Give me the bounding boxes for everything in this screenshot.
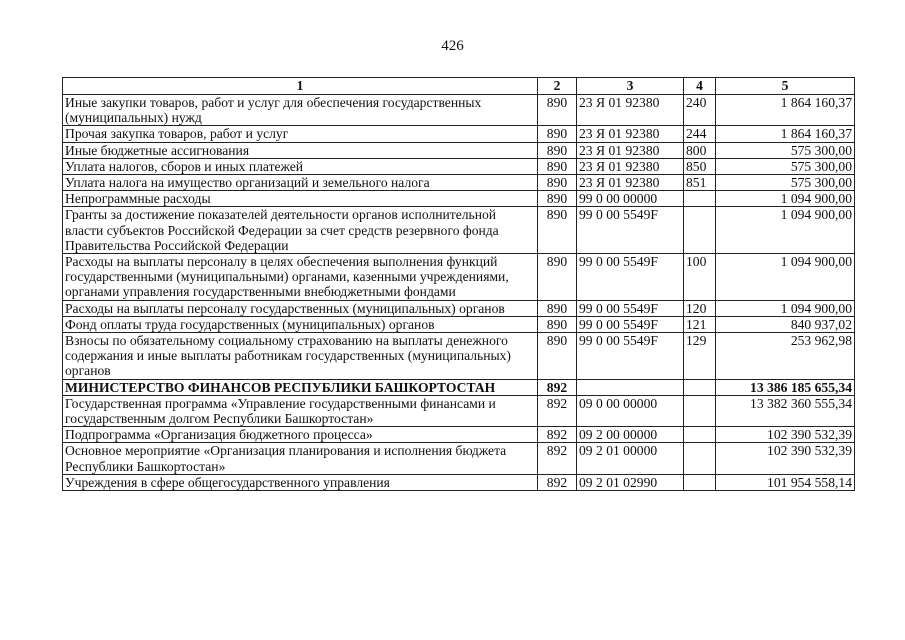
cell-vr-code: 851 — [684, 175, 716, 191]
cell-name: Взносы по обязательному социальному страхованию на выплаты денежного содержания и иные выплаты работникам государственных (муниципальных) органов — [63, 333, 538, 380]
cell-amount: 575 300,00 — [716, 142, 855, 158]
table-row — [63, 333, 855, 380]
cell-ved-code: 892 — [538, 379, 577, 395]
cell-ved-code: 890 — [538, 333, 577, 380]
cell-amount: 253 962,98 — [716, 333, 855, 380]
cell-amount: 13 386 185 655,34 — [716, 379, 855, 395]
cell-amount: 1 094 900,00 — [716, 254, 855, 301]
cell-name: Уплата налога на имущество организаций и земельного налога — [63, 175, 538, 191]
cell-csr-code: 99 0 00 5549F — [577, 254, 684, 301]
cell-name: Гранты за достижение показателей деятельности органов исполнительной власти субъектов Российской Федерации за счет средств резервного фонда Правительства Российской Федерации — [63, 207, 538, 254]
cell-name: Непрограммные расходы — [63, 191, 538, 207]
cell-name: Основное мероприятие «Организация планирования и исполнения бюджета Республики Башкортостан» — [63, 443, 538, 474]
table-row — [63, 158, 855, 174]
cell-csr-code: 09 2 00 00000 — [577, 427, 684, 443]
cell-amount: 1 864 160,37 — [716, 126, 855, 142]
cell-ved-code: 890 — [538, 207, 577, 254]
header-row — [63, 78, 855, 95]
cell-amount: 1 094 900,00 — [716, 300, 855, 316]
cell-csr-code: 99 0 00 00000 — [577, 191, 684, 207]
cell-vr-code — [684, 207, 716, 254]
table-row — [63, 95, 855, 126]
table-row — [63, 254, 855, 301]
table-body — [63, 95, 855, 491]
cell-name: Подпрограмма «Организация бюджетного процесса» — [63, 427, 538, 443]
cell-ved-code: 890 — [538, 142, 577, 158]
header-col-2: 2 — [538, 78, 577, 95]
cell-amount: 1 094 900,00 — [716, 191, 855, 207]
cell-amount: 1 094 900,00 — [716, 207, 855, 254]
table-row — [63, 300, 855, 316]
cell-vr-code — [684, 395, 716, 426]
cell-name: Расходы на выплаты персоналу в целях обеспечения выполнения функций государственными (муниципальными) органами, казенными учреждениями, органами управления государственными внебюджетными фондами — [63, 254, 538, 301]
cell-vr-code — [684, 379, 716, 395]
cell-vr-code: 850 — [684, 158, 716, 174]
cell-name: Учреждения в сфере общегосударственного управления — [63, 474, 538, 490]
table-row — [63, 142, 855, 158]
table-row — [63, 126, 855, 142]
budget-table — [62, 77, 855, 491]
cell-vr-code — [684, 427, 716, 443]
cell-vr-code — [684, 474, 716, 490]
table-row — [63, 474, 855, 490]
header-col-3: 3 — [577, 78, 684, 95]
cell-vr-code — [684, 443, 716, 474]
cell-vr-code: 244 — [684, 126, 716, 142]
cell-csr-code: 23 Я 01 92380 — [577, 126, 684, 142]
cell-vr-code: 121 — [684, 316, 716, 332]
table-row — [63, 395, 855, 426]
cell-amount: 102 390 532,39 — [716, 427, 855, 443]
cell-name: Расходы на выплаты персоналу государственных (муниципальных) органов — [63, 300, 538, 316]
cell-name: Прочая закупка товаров, работ и услуг — [63, 126, 538, 142]
cell-ved-code: 890 — [538, 300, 577, 316]
cell-csr-code: 99 0 00 5549F — [577, 207, 684, 254]
cell-ved-code: 892 — [538, 427, 577, 443]
table-row — [63, 191, 855, 207]
cell-csr-code: 23 Я 01 92380 — [577, 158, 684, 174]
header-col-1: 1 — [63, 78, 538, 95]
cell-csr-code: 23 Я 01 92380 — [577, 95, 684, 126]
page-number: 426 — [441, 38, 464, 54]
cell-name: Фонд оплаты труда государственных (муниципальных) органов — [63, 316, 538, 332]
cell-amount: 1 864 160,37 — [716, 95, 855, 126]
cell-amount: 575 300,00 — [716, 158, 855, 174]
cell-vr-code — [684, 191, 716, 207]
cell-ved-code: 890 — [538, 95, 577, 126]
header-col-5: 5 — [716, 78, 855, 95]
cell-csr-code: 99 0 00 5549F — [577, 300, 684, 316]
cell-amount: 102 390 532,39 — [716, 443, 855, 474]
cell-name: Государственная программа «Управление государственными финансами и государственным долгом Республики Башкортостан» — [63, 395, 538, 426]
cell-csr-code: 09 2 01 02990 — [577, 474, 684, 490]
cell-name: Уплата налогов, сборов и иных платежей — [63, 158, 538, 174]
cell-csr-code: 09 2 01 00000 — [577, 443, 684, 474]
cell-ved-code: 892 — [538, 474, 577, 490]
table-row — [63, 379, 855, 395]
table-header — [63, 78, 855, 95]
cell-name: Иные закупки товаров, работ и услуг для обеспечения государственных (муниципальных) нужд — [63, 95, 538, 126]
cell-ved-code: 892 — [538, 395, 577, 426]
cell-ved-code: 890 — [538, 126, 577, 142]
cell-csr-code: 23 Я 01 92380 — [577, 142, 684, 158]
cell-vr-code: 240 — [684, 95, 716, 126]
cell-amount: 13 382 360 555,34 — [716, 395, 855, 426]
cell-ved-code: 890 — [538, 316, 577, 332]
cell-amount: 101 954 558,14 — [716, 474, 855, 490]
cell-vr-code: 120 — [684, 300, 716, 316]
cell-ved-code: 890 — [538, 191, 577, 207]
table-row — [63, 207, 855, 254]
cell-csr-code: 99 0 00 5549F — [577, 316, 684, 332]
cell-ved-code: 890 — [538, 158, 577, 174]
cell-vr-code: 129 — [684, 333, 716, 380]
header-col-4: 4 — [684, 78, 716, 95]
cell-amount: 840 937,02 — [716, 316, 855, 332]
cell-csr-code: 09 0 00 00000 — [577, 395, 684, 426]
table-row — [63, 316, 855, 332]
cell-vr-code: 800 — [684, 142, 716, 158]
cell-name: Иные бюджетные ассигнования — [63, 142, 538, 158]
cell-ved-code: 890 — [538, 175, 577, 191]
cell-csr-code: 99 0 00 5549F — [577, 333, 684, 380]
cell-name: МИНИСТЕРСТВО ФИНАНСОВ РЕСПУБЛИКИ БАШКОРТОСТАН — [63, 379, 538, 395]
table-row — [63, 443, 855, 474]
cell-vr-code: 100 — [684, 254, 716, 301]
table-row — [63, 175, 855, 191]
cell-amount: 575 300,00 — [716, 175, 855, 191]
cell-ved-code: 892 — [538, 443, 577, 474]
cell-ved-code: 890 — [538, 254, 577, 301]
table-row — [63, 427, 855, 443]
cell-csr-code — [577, 379, 684, 395]
cell-csr-code: 23 Я 01 92380 — [577, 175, 684, 191]
